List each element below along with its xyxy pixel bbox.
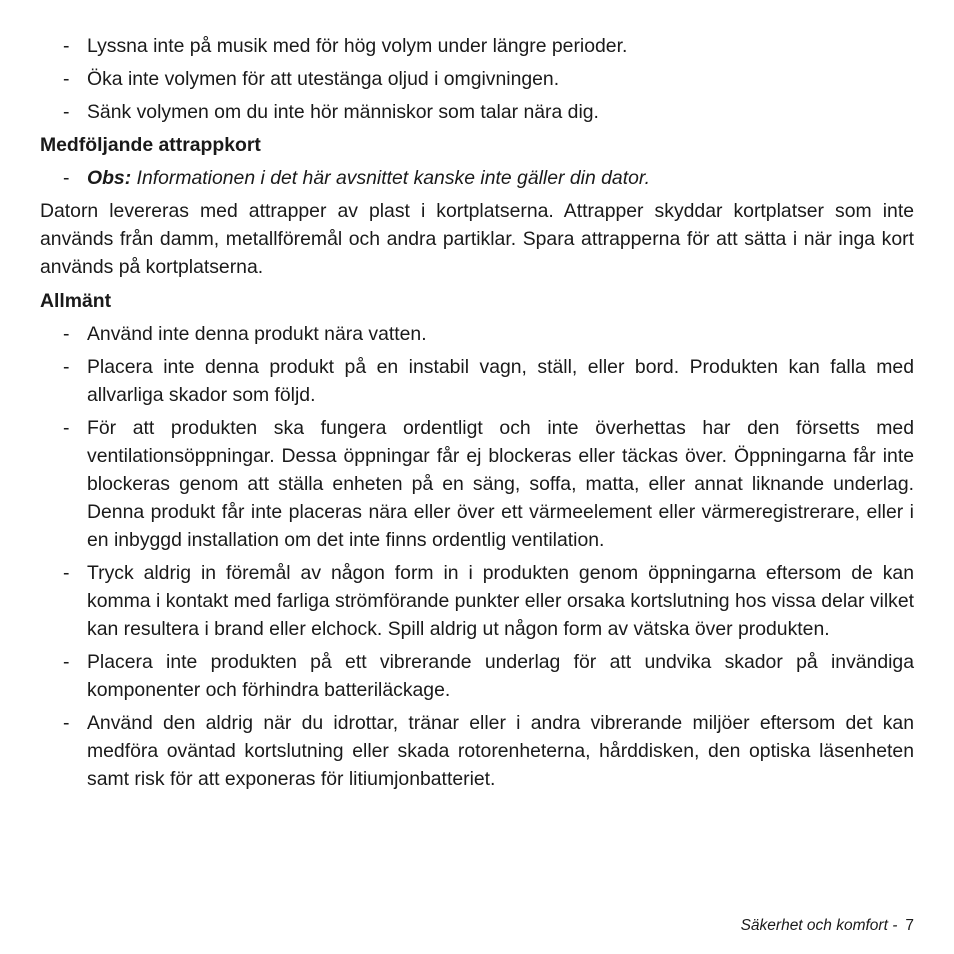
list-item-text: För att produkten ska fungera ordentligt och inte överhettas har den försetts med ventilationsöppningar. Dessa öppningar får ej blockeras eller täckas över. Öppningarna får inte blockeras genom att ställa enheten på en säng, soffa, matta, eller annat liknande underlag. Denna produkt får inte placeras nära eller över ett värmeelement eller värmeregistrerare, eller i en inbyggd installation om det inte finns ordentlig ventilation.: [87, 417, 914, 551]
bullet-dash: -: [63, 167, 70, 189]
list-item: [40, 98, 914, 126]
note-item: [40, 164, 914, 192]
note-text: [87, 167, 650, 189]
section-paragraph: Datorn levereras med attrapper av plast i kortplatserna. Attrapper skyddar kortplatser som inte används från damm, metallföremål och andra partiklar. Spara attrapperna för att sätta i när inga kort används på kortplatserna.: [40, 200, 914, 278]
note-label: Obs:: [87, 167, 132, 189]
page-footer: [741, 916, 914, 936]
bullet-dash: -: [63, 712, 70, 734]
bullet-dash: -: [63, 651, 70, 673]
list-item: [40, 559, 914, 643]
list-item: [40, 353, 914, 409]
list-item: [40, 320, 914, 348]
list-item: [40, 648, 914, 704]
list-item: [40, 32, 914, 60]
list-item-text: Öka inte volymen för att utestänga oljud i omgivningen.: [87, 68, 560, 90]
list-item-text: Tryck aldrig in föremål av någon form in i produkten genom öppningarna eftersom de kan komma i kontakt med farliga strömförande punkter eller orsaka kortslutning hos vissa delar vilket kan resultera i brand eller elchock. Spill aldrig ut någon form av vätska över produkten.: [87, 562, 914, 640]
list-item-text: Placera inte produkten på ett vibrerande underlag för att undvika skador på invändiga komponenter och förhindra batteriläckage.: [87, 651, 914, 701]
bullet-dash: -: [63, 417, 70, 439]
list-item-text: Placera inte denna produkt på en instabil vagn, ställ, eller bord. Produkten kan falla med allvarliga skador som följd.: [87, 356, 914, 406]
section-heading-dummy-cards: Medföljande attrappkort: [40, 134, 261, 156]
page-number: 7: [905, 917, 914, 934]
bullet-dash: -: [63, 323, 70, 345]
bullet-dash: -: [63, 35, 70, 57]
document-page: [40, 32, 914, 798]
list-item-text: Använd den aldrig när du idrottar, tränar eller i andra vibrerande miljöer eftersom det kan medföra oväntad kortslutning eller skada rotorenheterna, hårddisken, den optiska läsenheten samt risk för att exponeras för litiumjonbatteriet.: [87, 712, 914, 790]
list-item-text: Använd inte denna produkt nära vatten.: [87, 323, 427, 345]
footer-section-title: Säkerhet och komfort -: [740, 917, 898, 934]
bullet-dash: -: [63, 562, 70, 584]
list-item-text: Sänk volymen om du inte hör människor som talar nära dig.: [87, 101, 599, 123]
bullet-dash: -: [63, 101, 70, 123]
list-item: [40, 709, 914, 793]
list-item: [40, 65, 914, 93]
list-item-text: Lyssna inte på musik med för hög volym under längre perioder.: [87, 35, 628, 57]
section-heading-general: Allmänt: [40, 290, 112, 312]
list-item: [40, 414, 914, 554]
bullet-dash: -: [63, 68, 70, 90]
note-body: Informationen i det här avsnittet kanske inte gäller din dator.: [131, 167, 650, 189]
bullet-dash: -: [63, 356, 70, 378]
